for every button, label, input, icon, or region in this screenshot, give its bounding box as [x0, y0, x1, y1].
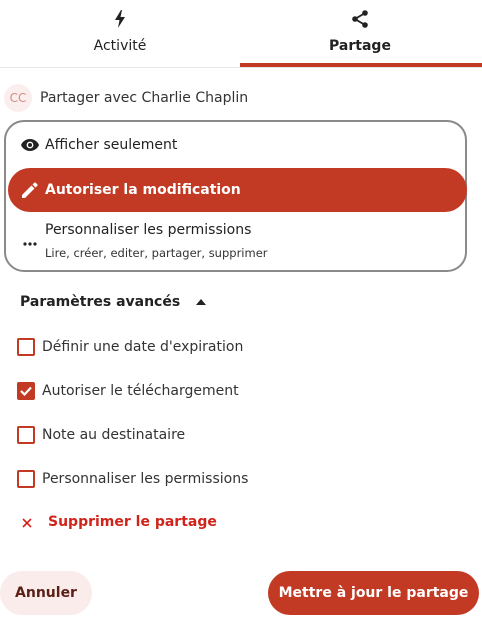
option-allow-download[interactable] [17, 380, 239, 402]
avatar: CC [4, 84, 32, 112]
permission-allow-edit[interactable] [8, 168, 467, 212]
flash-icon [114, 9, 126, 29]
advanced-settings-toggle[interactable] [20, 292, 206, 312]
delete-share-button[interactable] [22, 511, 217, 533]
eye-icon [20, 135, 40, 155]
option-label: Définir une date d'expiration [42, 339, 244, 355]
permission-selector [4, 120, 467, 272]
permission-custom[interactable] [8, 218, 467, 268]
permission-view-only[interactable] [8, 130, 467, 160]
tab-activity[interactable] [0, 0, 240, 68]
option-note-recipient[interactable] [17, 424, 185, 446]
permission-custom-sublabel: Lire, créer, editer, partager, supprimer [45, 246, 268, 260]
share-icon [351, 9, 369, 29]
option-label: Personnaliser les permissions [42, 471, 249, 487]
close-icon [22, 513, 32, 532]
permission-allow-edit-label: Autoriser la modification [45, 182, 241, 198]
option-expiration-date[interactable] [17, 336, 243, 358]
checkbox-icon[interactable] [17, 338, 35, 356]
pencil-icon [20, 180, 40, 200]
checkbox-icon[interactable] [17, 470, 35, 488]
option-custom-permissions[interactable] [17, 468, 248, 490]
tab-share-label: Partage [329, 38, 391, 54]
cancel-button[interactable]: Annuler [0, 571, 92, 615]
sharee-label: Partager avec Charlie Chaplin [40, 90, 249, 106]
caret-up-icon [196, 299, 206, 305]
dots-icon [20, 234, 40, 254]
option-label: Autoriser le téléchargement [42, 383, 239, 399]
tab-activity-label: Activité [93, 38, 147, 54]
checkbox-icon[interactable] [17, 426, 35, 444]
sharee-header [4, 84, 248, 112]
checkbox-checked-icon[interactable] [17, 382, 35, 400]
update-share-button[interactable]: Mettre à jour le partage [268, 571, 479, 615]
delete-share-label: Supprimer le partage [48, 514, 217, 530]
permission-view-only-label: Afficher seulement [45, 137, 178, 153]
tab-share[interactable] [240, 0, 480, 68]
permission-custom-label: Personnaliser les permissions [45, 222, 252, 238]
active-tab-indicator [240, 63, 482, 67]
option-label: Note au destinataire [42, 427, 186, 443]
sidebar-tabs [0, 0, 482, 68]
advanced-settings-title: Paramètres avancés [20, 294, 181, 310]
